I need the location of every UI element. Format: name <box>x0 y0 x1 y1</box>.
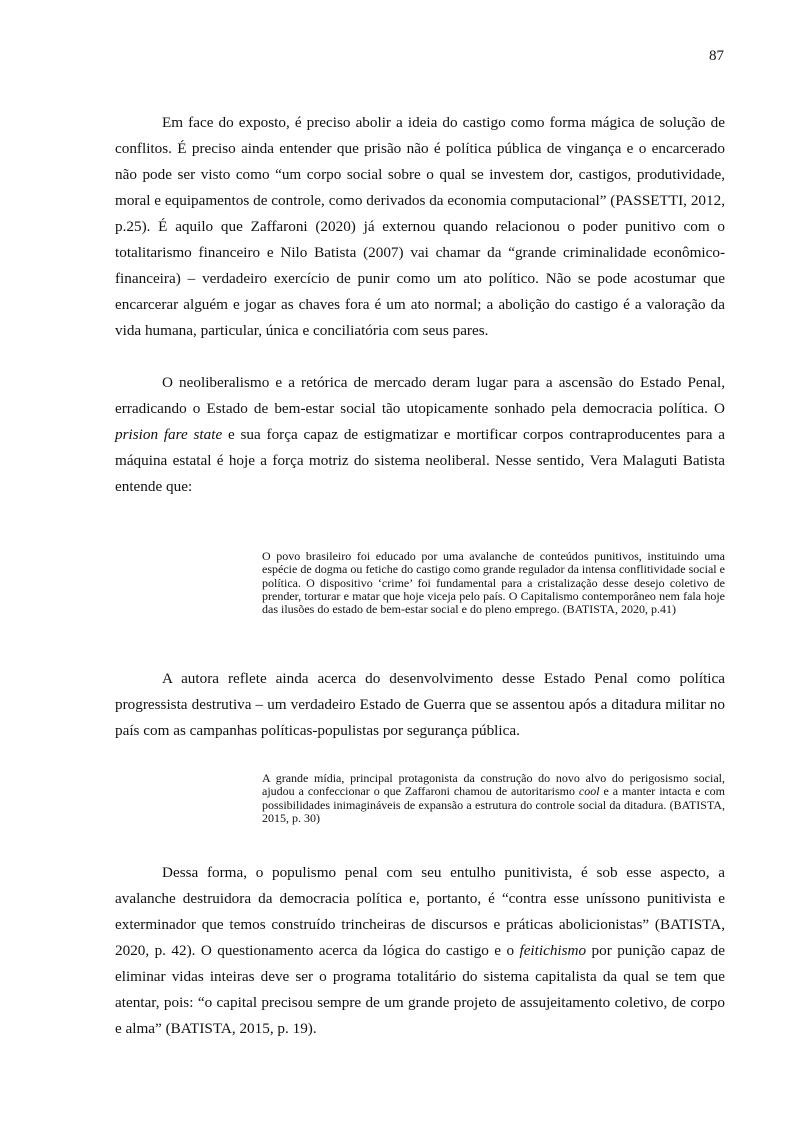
page-number: 87 <box>709 48 724 64</box>
paragraph-2-text <box>115 370 725 500</box>
block-quote-2-end: e a manter intacta e com possibilidades inimagináveis de expansão a estrutura do controle social da ditadura. (BATISTA, 2015, p. 30) <box>262 784 726 825</box>
paragraph-1 <box>115 110 725 344</box>
paragraph-2-italic: prision fare state <box>115 426 223 443</box>
paragraph-1-text: Em face do exposto, é preciso abolir a ideia do castigo como forma mágica de solução de conflitos. É preciso ainda entender que prisão não é política pública de vingança e o encarcerado não pode ser visto como “um corpo social sobre o qual se investem dor, castigos, produtividade, moral e equipamentos de controle, como derivados da economia computacional” (PASSETTI, 2012, p.25). É aquilo que Zaffaroni (2020) já externou quando relacionou o poder punitivo com o totalitarismo financeiro e Nilo Batista (2007) vai chamar da “grande criminalidade econômico-financeira) – verdadeiro exercício de punir como um ato político. Não se pode acostumar que encarcerar alguém e jogar as chaves fora é um ato normal; a abolição do castigo é a valoração da vida humana, particular, única e conciliatória com seus pares. <box>115 114 725 339</box>
paragraph-4 <box>115 860 725 1042</box>
paragraph-3 <box>115 666 725 744</box>
block-quote-2-italic: cool <box>578 784 600 799</box>
paragraph-4-start: Dessa forma, o populismo penal com seu entulho punitivista, é sob esse aspecto, a avalanche destruidora da democracia política e, portanto, é “contra esse uníssono punitivista e exterminador que temos construído trincheiras de discursos e práticas abolicionistas” (BATISTA, 2020, p. 42). O questionamento acerca da lógica do castigo e o <box>115 864 725 959</box>
block-quote-2 <box>262 772 725 825</box>
paragraph-4-italic: feitichismo <box>519 942 587 959</box>
block-quote-2-start: A grande mídia, principal protagonista da construção do novo alvo do perigosismo social, ajudou a confeccionar o que Zaffaroni chamou de autoritarismo <box>262 771 725 799</box>
block-quote-1: O povo brasileiro foi educado por uma avalanche de conteúdos punitivos, instituindo uma espécie de dogma ou fetiche do castigo como grande regulador da intensa conflitividade social e política. O dispositivo ‘crime’ foi fundamental para a cristalização desse desejo coletivo de prender, torturar e matar que hoje viceja pelo país. O Capitalismo contemporâneo nem fala hoje das ilusões do estado de bem-estar social e do pleno emprego. (BATISTA, 2020, p.41) <box>262 549 725 617</box>
paragraph-4-text <box>115 860 725 1042</box>
paragraph-3-text: A autora reflete ainda acerca do desenvolvimento desse Estado Penal como política progressista destrutiva – um verdadeiro Estado de Guerra que se assentou após a ditadura militar no país com as campanhas políticas-populistas por segurança pública. <box>115 670 725 739</box>
paragraph-4-end: por punição capaz de eliminar vidas inteiras deve ser o programa totalitário do sistema capitalista da qual se tem que atentar, pois: “o capital precisou sempre de um grande projeto de assujeitamento coletivo, de corpo e alma” (BATISTA, 2015, p. 19). <box>115 942 725 1037</box>
paragraph-2-end: e sua força capaz de estigmatizar e mortificar corpos contraproducentes para a máquina estatal é hoje a força motriz do sistema neoliberal. Nesse sentido, Vera Malaguti Batista entende que: <box>115 426 725 495</box>
paragraph-2-start: O neoliberalismo e a retórica de mercado deram lugar para a ascensão do Estado Penal, erradicando o Estado de bem-estar social tão utopicamente sonhado pela democracia política. O <box>115 374 725 417</box>
paragraph-2 <box>115 370 725 500</box>
